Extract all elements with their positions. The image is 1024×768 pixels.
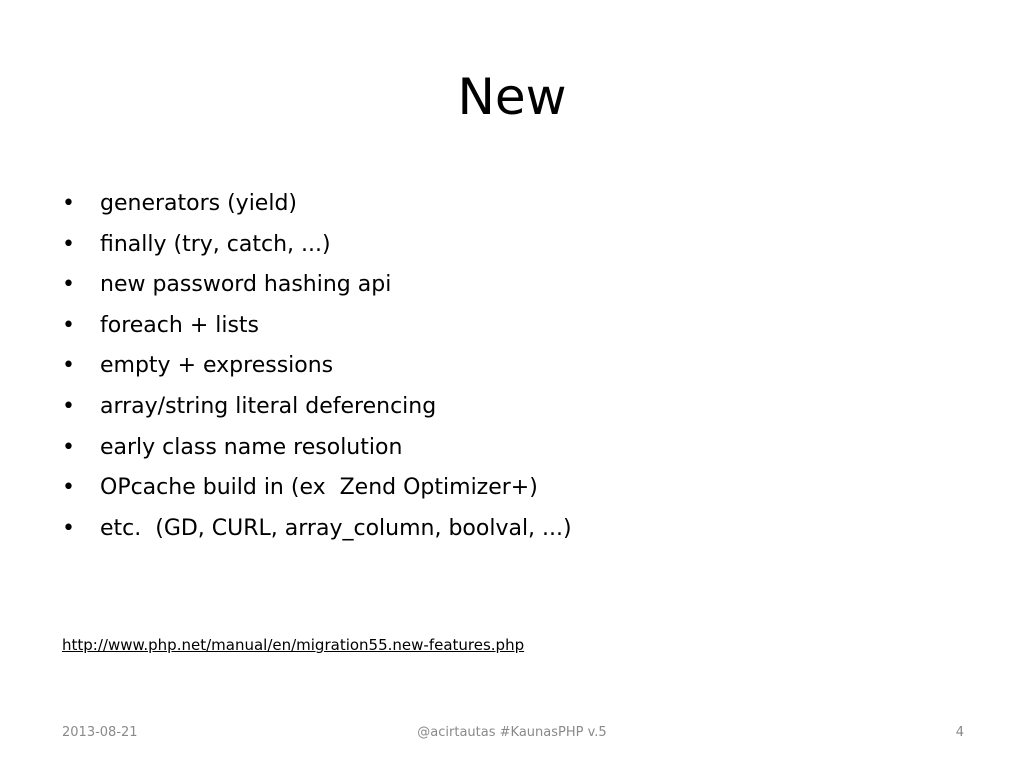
bullet-icon: • xyxy=(62,475,75,501)
list-item-text: foreach + lists xyxy=(100,312,260,338)
list-item-text: new password hashing api xyxy=(100,272,392,298)
bullet-icon: • xyxy=(62,272,75,298)
bullet-icon: • xyxy=(62,434,75,460)
footer-date: 2013-08-21 xyxy=(62,725,138,740)
footer-author: @acirtautas #KaunasPHP v.5 xyxy=(417,725,607,740)
list-item-text: empty + expressions xyxy=(100,353,334,379)
list-item-text: generators (yield) xyxy=(100,191,298,216)
list-item-text: etc. (GD, CURL, array_column, boolval, ...) xyxy=(100,515,572,541)
list-item xyxy=(62,307,260,348)
list-item xyxy=(62,185,298,226)
bullet-list xyxy=(62,185,572,550)
bullet-icon: • xyxy=(62,353,75,379)
list-item xyxy=(62,469,538,510)
page-number: 4 xyxy=(955,725,964,740)
list-item xyxy=(62,347,334,388)
bullet-icon: • xyxy=(62,231,75,257)
bullet-icon: • xyxy=(62,393,75,419)
bullet-icon: • xyxy=(62,312,75,338)
list-item xyxy=(62,388,437,429)
reference-link[interactable]: http://www.php.net/manual/en/migration55.new-features.php xyxy=(62,636,525,654)
list-item xyxy=(62,429,403,470)
slide-title: New xyxy=(457,68,567,126)
bullet-icon: • xyxy=(62,515,75,541)
list-item-text: finally (try, catch, ...) xyxy=(100,231,331,257)
list-item xyxy=(62,510,572,551)
list-item-text: array/string literal deferencing xyxy=(100,393,437,419)
bullet-icon: • xyxy=(62,191,75,216)
list-item-text: early class name resolution xyxy=(100,434,403,460)
list-item xyxy=(62,266,392,307)
list-item xyxy=(62,226,331,267)
list-item-text: OPcache build in (ex Zend Optimizer+) xyxy=(100,475,538,501)
